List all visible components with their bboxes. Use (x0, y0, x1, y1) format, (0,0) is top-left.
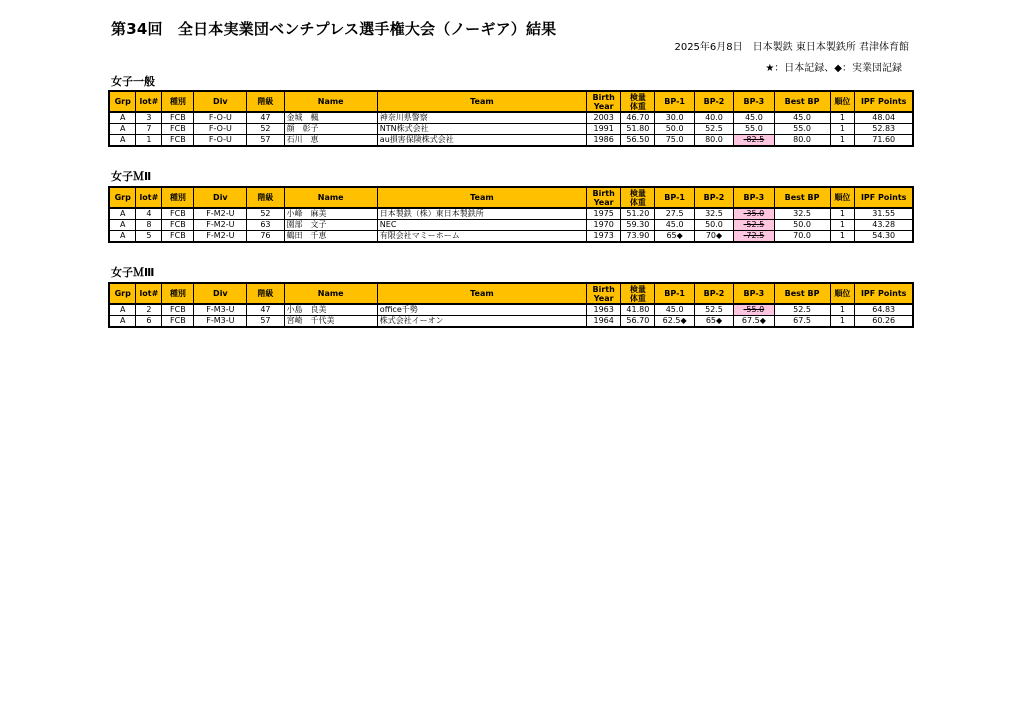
cell-grp: A (109, 208, 136, 220)
table-row (109, 124, 913, 135)
cell-weight-class: 76 (247, 231, 284, 243)
column-header-grp (109, 187, 136, 208)
cell-weigh-in: 46.70 (621, 112, 655, 124)
cell-bp3: -35.0 (734, 208, 774, 220)
cell-name: 顔 彰子 (284, 124, 377, 135)
cell-bp3: -82.5 (734, 135, 774, 147)
column-header-text: IPF Points (860, 97, 907, 106)
cell-bp1: 75.0 (655, 135, 694, 147)
cell-team: NTN株式会社 (377, 124, 586, 135)
column-header-text: 階級 (257, 289, 274, 298)
column-header-text: Grp (114, 289, 131, 298)
column-header-weight-class (247, 283, 284, 304)
column-header-text: Year (593, 197, 614, 207)
column-header-name (284, 91, 377, 112)
cell-ipf-points: 54.30 (855, 231, 913, 243)
cell-lot: 1 (136, 135, 162, 147)
cell-bp1: 50.0 (655, 124, 694, 135)
cell-weigh-in: 73.90 (621, 231, 655, 243)
column-header-bp3 (734, 283, 774, 304)
cell-bp1: 65◆ (655, 231, 694, 243)
column-header-text: BP-1 (664, 97, 685, 106)
cell-best-bp: 67.5 (774, 316, 830, 328)
cell-grp: A (109, 112, 136, 124)
column-header-team (377, 283, 586, 304)
cell-birth-year: 1975 (587, 208, 621, 220)
cell-team: 有限会社マミーホーム (377, 231, 586, 243)
cell-weight-class: 47 (247, 112, 284, 124)
cell-bp2: 52.5 (694, 304, 733, 316)
column-header-text: BP-3 (743, 289, 765, 298)
page-title: 第34回 全日本実業団ベンチプレス選手権大会（ノーギア）結果 (111, 20, 557, 38)
cell-bp2: 80.0 (694, 135, 733, 147)
cell-grp: A (109, 135, 136, 147)
cell-best-bp: 70.0 (774, 231, 830, 243)
results-table (108, 186, 914, 243)
column-header-weight-class (247, 91, 284, 112)
column-header-text: Year (593, 101, 614, 111)
cell-ipf-points: 43.28 (855, 220, 913, 231)
column-header-text: BP-2 (703, 193, 725, 202)
cell-div: F-M2-U (194, 208, 247, 220)
column-header-text: Best BP (784, 289, 820, 298)
column-header-text: Name (317, 289, 344, 298)
column-header-place (830, 283, 855, 304)
cell-place: 1 (830, 316, 855, 328)
cell-weight-class: 52 (247, 208, 284, 220)
column-header-text: 検量 (629, 284, 646, 294)
cell-place: 1 (830, 231, 855, 243)
column-header-text: 順位 (834, 289, 851, 298)
column-header-div (194, 91, 247, 112)
column-header-bp2 (694, 187, 733, 208)
column-header-weigh-in (621, 91, 655, 112)
column-header-type (162, 91, 194, 112)
cell-bp3: 67.5◆ (734, 316, 774, 328)
cell-bp2: 52.5 (694, 124, 733, 135)
cell-best-bp: 52.5 (774, 304, 830, 316)
column-header-text: Div (213, 97, 228, 106)
column-header-text: Year (593, 293, 614, 303)
cell-type: FCB (162, 135, 194, 147)
cell-weight-class: 52 (247, 124, 284, 135)
cell-ipf-points: 52.83 (855, 124, 913, 135)
cell-weigh-in: 41.80 (621, 304, 655, 316)
table-header-row (109, 283, 913, 304)
column-header-best-bp (774, 283, 830, 304)
cell-name: 園部 文子 (284, 220, 377, 231)
cell-div: F-O-U (194, 135, 247, 147)
column-header-grp (109, 91, 136, 112)
column-header-weigh-in (621, 187, 655, 208)
table-row (109, 208, 913, 220)
cell-weight-class: 57 (247, 135, 284, 147)
column-header-text: Name (317, 97, 344, 106)
cell-weigh-in: 59.30 (621, 220, 655, 231)
table-header-row (109, 187, 913, 208)
cell-type: FCB (162, 231, 194, 243)
cell-name: 宮崎 千代美 (284, 316, 377, 328)
column-header-text: Div (213, 193, 228, 202)
column-header-place (830, 91, 855, 112)
section-label: 女子ＭⅡ (111, 170, 152, 183)
cell-name: 小峰 麻美 (284, 208, 377, 220)
cell-birth-year: 1986 (587, 135, 621, 147)
cell-bp3: -72.5 (734, 231, 774, 243)
cell-ipf-points: 31.55 (855, 208, 913, 220)
cell-team: au損害保険株式会社 (377, 135, 586, 147)
column-header-type (162, 187, 194, 208)
cell-ipf-points: 60.26 (855, 316, 913, 328)
column-header-text: lot# (139, 97, 159, 106)
cell-lot: 2 (136, 304, 162, 316)
cell-ipf-points: 48.04 (855, 112, 913, 124)
cell-weigh-in: 51.80 (621, 124, 655, 135)
cell-div: F-O-U (194, 112, 247, 124)
column-header-text: lot# (139, 289, 159, 298)
cell-div: F-M3-U (194, 316, 247, 328)
cell-place: 1 (830, 135, 855, 147)
column-header-text: BP-3 (743, 97, 765, 106)
cell-div: F-M3-U (194, 304, 247, 316)
cell-type: FCB (162, 220, 194, 231)
column-header-weight-class (247, 187, 284, 208)
cell-bp2: 32.5 (694, 208, 733, 220)
table-row (109, 135, 913, 147)
column-header-text: Best BP (784, 193, 820, 202)
cell-birth-year: 2003 (587, 112, 621, 124)
cell-place: 1 (830, 112, 855, 124)
cell-team: 株式会社イーオン (377, 316, 586, 328)
column-header-text: 体重 (629, 101, 646, 111)
table-row (109, 220, 913, 231)
cell-bp1: 62.5◆ (655, 316, 694, 328)
cell-team: 日本製鉄（株）東日本製鉄所 (377, 208, 586, 220)
cell-weigh-in: 56.70 (621, 316, 655, 328)
cell-bp3: -55.0 (734, 304, 774, 316)
column-header-lot (136, 91, 162, 112)
cell-lot: 5 (136, 231, 162, 243)
cell-grp: A (109, 220, 136, 231)
cell-birth-year: 1964 (587, 316, 621, 328)
column-header-text: Grp (114, 97, 131, 106)
cell-weight-class: 63 (247, 220, 284, 231)
column-header-bp2 (694, 91, 733, 112)
cell-lot: 3 (136, 112, 162, 124)
column-header-text: BP-2 (703, 97, 725, 106)
cell-bp1: 45.0 (655, 220, 694, 231)
cell-best-bp: 45.0 (774, 112, 830, 124)
column-header-text: Name (317, 193, 344, 202)
cell-type: FCB (162, 124, 194, 135)
column-header-birth-year (587, 187, 621, 208)
column-header-text: 検量 (629, 92, 646, 102)
column-header-text: Team (470, 97, 494, 106)
cell-grp: A (109, 316, 136, 328)
column-header-text: Grp (114, 193, 131, 202)
cell-place: 1 (830, 124, 855, 135)
cell-best-bp: 55.0 (774, 124, 830, 135)
column-header-bp3 (734, 91, 774, 112)
column-header-text: 階級 (257, 97, 274, 106)
cell-birth-year: 1963 (587, 304, 621, 316)
column-header-birth-year (587, 283, 621, 304)
column-header-text: BP-3 (743, 193, 765, 202)
column-header-name (284, 187, 377, 208)
cell-ipf-points: 64.83 (855, 304, 913, 316)
cell-bp1: 30.0 (655, 112, 694, 124)
results-table (108, 282, 914, 328)
column-header-text: Team (470, 289, 494, 298)
cell-lot: 8 (136, 220, 162, 231)
column-header-text: IPF Points (860, 289, 907, 298)
cell-bp3: -52.5 (734, 220, 774, 231)
cell-type: FCB (162, 316, 194, 328)
cell-bp2: 70◆ (694, 231, 733, 243)
column-header-text: 種別 (169, 289, 186, 298)
column-header-text: Birth (592, 92, 615, 102)
cell-name: 鶴田 千恵 (284, 231, 377, 243)
cell-lot: 4 (136, 208, 162, 220)
column-header-text: Team (470, 193, 494, 202)
event-date-venue: 2025年6月8日 日本製鉄 東日本製鉄所 君津体育館 (674, 42, 909, 53)
cell-best-bp: 80.0 (774, 135, 830, 147)
column-header-text: 体重 (629, 293, 646, 303)
column-header-weigh-in (621, 283, 655, 304)
cell-type: FCB (162, 304, 194, 316)
column-header-ipf-points (855, 91, 913, 112)
column-header-text: BP-1 (664, 289, 685, 298)
cell-name: 金城 楓 (284, 112, 377, 124)
cell-bp2: 40.0 (694, 112, 733, 124)
column-header-bp1 (655, 91, 694, 112)
column-header-bp3 (734, 187, 774, 208)
column-header-birth-year (587, 91, 621, 112)
cell-ipf-points: 71.60 (855, 135, 913, 147)
column-header-type (162, 283, 194, 304)
record-legend: ★：日本記録、◆：実業団記録 (765, 63, 902, 74)
column-header-text: 順位 (834, 97, 851, 106)
cell-div: F-O-U (194, 124, 247, 135)
column-header-ipf-points (855, 187, 913, 208)
column-header-text: BP-2 (703, 289, 725, 298)
column-header-bp1 (655, 187, 694, 208)
cell-lot: 6 (136, 316, 162, 328)
cell-name: 小島 良美 (284, 304, 377, 316)
column-header-text: IPF Points (860, 193, 907, 202)
column-header-bp1 (655, 283, 694, 304)
cell-team: NEC (377, 220, 586, 231)
cell-birth-year: 1991 (587, 124, 621, 135)
column-header-lot (136, 187, 162, 208)
cell-div: F-M2-U (194, 231, 247, 243)
cell-grp: A (109, 124, 136, 135)
cell-team: office千勢 (377, 304, 586, 316)
section-label: 女子ＭⅢ (111, 266, 155, 279)
column-header-bp2 (694, 283, 733, 304)
column-header-text: 階級 (257, 193, 274, 202)
cell-team: 神奈川県警察 (377, 112, 586, 124)
cell-best-bp: 32.5 (774, 208, 830, 220)
cell-best-bp: 50.0 (774, 220, 830, 231)
table-row (109, 231, 913, 243)
column-header-text: BP-1 (664, 193, 685, 202)
column-header-text: Birth (592, 284, 615, 294)
column-header-grp (109, 283, 136, 304)
column-header-text: Best BP (784, 97, 820, 106)
table-row (109, 316, 913, 328)
column-header-lot (136, 283, 162, 304)
column-header-text: Birth (592, 188, 615, 198)
column-header-div (194, 283, 247, 304)
cell-birth-year: 1970 (587, 220, 621, 231)
cell-bp1: 27.5 (655, 208, 694, 220)
column-header-text: Div (213, 289, 228, 298)
cell-weigh-in: 56.50 (621, 135, 655, 147)
cell-weight-class: 57 (247, 316, 284, 328)
column-header-text: 検量 (629, 188, 646, 198)
column-header-text: 体重 (629, 197, 646, 207)
column-header-text: 順位 (834, 193, 851, 202)
cell-name: 石川 恵 (284, 135, 377, 147)
cell-type: FCB (162, 112, 194, 124)
cell-bp2: 50.0 (694, 220, 733, 231)
column-header-text: 種別 (169, 193, 186, 202)
column-header-div (194, 187, 247, 208)
column-header-best-bp (774, 91, 830, 112)
column-header-place (830, 187, 855, 208)
cell-place: 1 (830, 208, 855, 220)
cell-bp1: 45.0 (655, 304, 694, 316)
column-header-name (284, 283, 377, 304)
column-header-best-bp (774, 187, 830, 208)
section-label: 女子一般 (111, 75, 155, 88)
cell-place: 1 (830, 304, 855, 316)
cell-birth-year: 1973 (587, 231, 621, 243)
table-row (109, 304, 913, 316)
cell-weigh-in: 51.20 (621, 208, 655, 220)
cell-type: FCB (162, 208, 194, 220)
column-header-text: 種別 (169, 97, 186, 106)
cell-div: F-M2-U (194, 220, 247, 231)
table-row (109, 112, 913, 124)
column-header-ipf-points (855, 283, 913, 304)
cell-weight-class: 47 (247, 304, 284, 316)
cell-grp: A (109, 304, 136, 316)
cell-lot: 7 (136, 124, 162, 135)
cell-bp3: 45.0 (734, 112, 774, 124)
column-header-team (377, 187, 586, 208)
cell-bp3: 55.0 (734, 124, 774, 135)
table-header-row (109, 91, 913, 112)
cell-grp: A (109, 231, 136, 243)
results-table (108, 90, 914, 147)
column-header-team (377, 91, 586, 112)
cell-bp2: 65◆ (694, 316, 733, 328)
cell-place: 1 (830, 220, 855, 231)
column-header-text: lot# (139, 193, 159, 202)
